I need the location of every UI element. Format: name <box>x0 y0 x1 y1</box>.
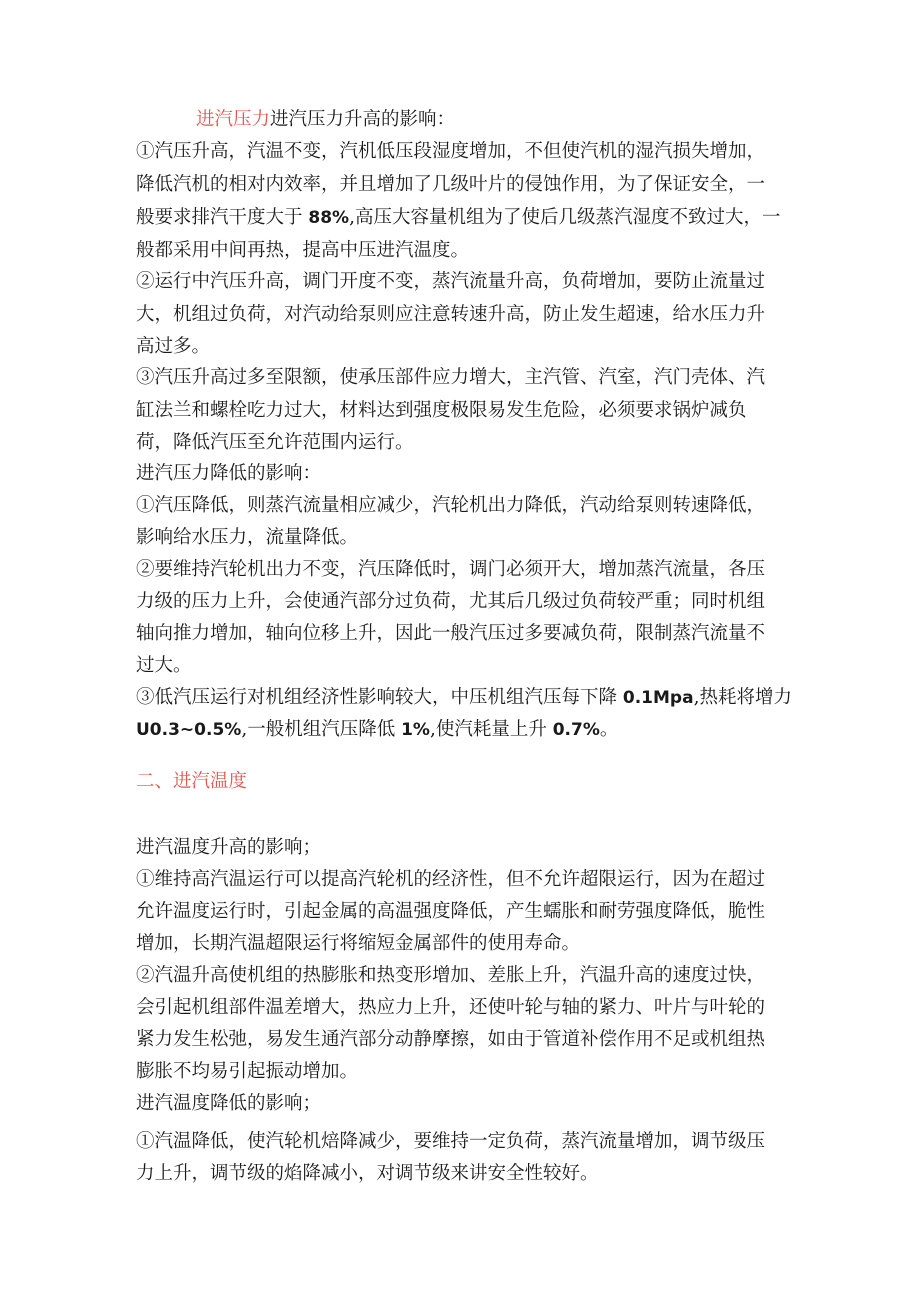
paragraph-line: ③低汽压运行对机组经济性影响较大，中压机组汽压每下降 0.1Mpa,热耗将增力 <box>136 687 792 708</box>
paragraph-line: 力级的压力上升，会使通汽部分过负荷，尤其后几级过负荷较严重；同时机组 <box>136 591 766 612</box>
paragraph-line: 轴向推力增加，轴向位移上升，因此一般汽压过多要减负荷，限制蒸汽流量不 <box>136 623 766 644</box>
paragraph-line: 允许温度运行时，引起金属的高温强度降低，产生蠕胀和耐劳强度降低，脆性 <box>136 901 766 922</box>
paragraph-line: 般要求排汽干度大于 88%,高压大容量机组为了使后几级蒸汽湿度不致过大，一 <box>136 207 781 228</box>
paragraph-line: 紧力发生松弛，易发生通汽部分动静摩擦，如由于管道补偿作用不足或机组热 <box>136 1029 766 1050</box>
paragraph-line: ②汽温升高使机组的热膨胀和热变形增加、差胀上升，汽温升高的速度过快， <box>136 965 766 986</box>
paragraph-line: ①维持高汽温运行可以提高汽轮机的经济性，但不允许超限运行，因为在超过 <box>136 869 766 890</box>
paragraph-line: 高过多。 <box>136 336 211 357</box>
paragraph-line: ①汽压降低，则蒸汽流量相应减少，汽轮机出力降低，汽动给泵则转速降低， <box>136 495 766 516</box>
section2-title: 二、进汽温度 <box>136 771 248 792</box>
section1-heading-rest: 进汽压力升高的影响： <box>270 109 456 130</box>
section1-heading-red: 进汽压力 <box>196 109 271 130</box>
paragraph-line: 会引起机组部件温差增大，热应力上升，还使叶轮与轴的紧力、叶片与叶轮的 <box>136 997 766 1018</box>
paragraph-line: 增加，长期汽温超限运行将缩短金属部件的使用寿命。 <box>136 933 581 954</box>
paragraph-line: ①汽温降低，使汽轮机焙降减少，要维持一定负荷，蒸汽流量增加，调节级压 <box>136 1131 766 1152</box>
subheading: 进汽温度降低的影响； <box>136 1093 322 1114</box>
paragraph-line: ③汽压升高过多至限额，使承压部件应力增大，主汽管、汽室，汽门壳体、汽 <box>136 367 766 388</box>
paragraph-line: 般都采用中间再热，提高中压进汽温度。 <box>136 240 470 261</box>
paragraph-line: 缸法兰和螺栓吃力过大，材料达到强度极限易发生危险，必须要求锅炉减负 <box>136 400 747 421</box>
subheading: 进汽温度升高的影响； <box>136 837 322 858</box>
section1-heading <box>196 104 455 136</box>
paragraph-line: ②要维持汽轮机出力不变，汽压降低时，调门必须开大，增加蒸汽流量，各压 <box>136 559 766 580</box>
paragraph-line: 膨胀不均易引起振动增加。 <box>136 1061 359 1082</box>
paragraph-line: 影响给水压力，流量降低。 <box>136 527 359 548</box>
paragraph-line: 过大。 <box>136 655 192 676</box>
paragraph-line: 降低汽机的相对内效率，并且增加了几级叶片的侵蚀作用，为了保证安全，一 <box>136 174 766 195</box>
paragraph-line: 力上升，调节级的焰降减小，对调节级来讲安全性较好。 <box>136 1163 599 1184</box>
subheading: 进汽压力降低的影响： <box>136 463 322 484</box>
paragraph-line: ②运行中汽压升高，调门开度不变，蒸汽流量升高，负荷增加，要防止流量过 <box>136 271 766 292</box>
paragraph-line: 大，机组过负荷，对汽动给泵则应注意转速升高，防止发生超速，给水压力升 <box>136 304 766 325</box>
paragraph-line: 荷，降低汽压至允许范围内运行。 <box>136 432 414 453</box>
paragraph-line: ①汽压升高，汽温不变，汽机低压段湿度增加，不但使汽机的湿汽损失增加， <box>136 141 766 162</box>
paragraph-line: U0.3~0.5%,一般机组汽压降低 1%,使汽耗量上升 0.7%。 <box>136 719 619 740</box>
